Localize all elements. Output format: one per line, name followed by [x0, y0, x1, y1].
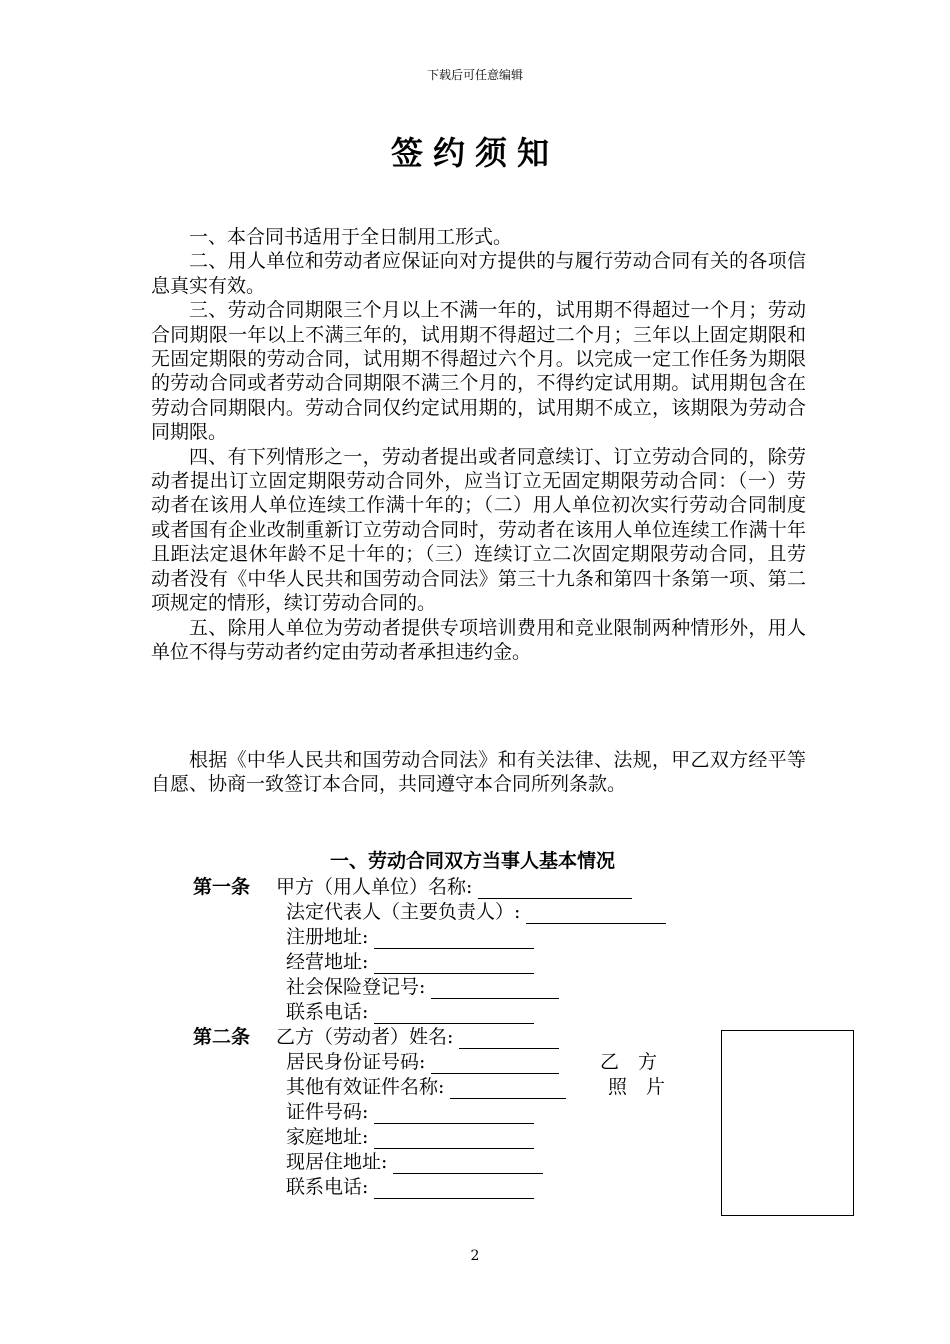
field-label: 甲方（用人单位）名称:: [276, 876, 473, 898]
home-address-field: [286, 1122, 534, 1149]
field-label: 现居住地址:: [286, 1151, 388, 1173]
field-label: 注册地址:: [286, 926, 369, 948]
field-label: 联系电话:: [286, 1176, 369, 1198]
employer-phone-blank[interactable]: [374, 1003, 534, 1024]
legal-representative-blank[interactable]: [526, 903, 666, 924]
field-label: 社会保险登记号:: [286, 976, 426, 998]
field-label: 法定代表人（主要负责人）:: [286, 901, 521, 923]
document-title: 签约须知: [390, 134, 559, 172]
registered-address-field: [286, 922, 534, 949]
photo-box: [721, 1030, 854, 1216]
home-address-blank[interactable]: [374, 1128, 534, 1149]
employee-name-field: [276, 1022, 559, 1049]
other-certificate-name-blank[interactable]: [450, 1078, 566, 1099]
social-insurance-number-field: [286, 972, 559, 999]
signing-notes: [151, 225, 806, 664]
note-item-3: 三、劳动合同期限三个月以上不满一年的，试用期不得超过一个月；劳动合同期限一年以上不满三年的，试用期不得超过二个月；三年以上固定期限和无固定期限的劳动合同，试用期不得超过六个月。以完成一定工作任务为期限的劳动合同或者劳动合同期限不满三个月的，不得约定试用期。试用期包含在劳动合同期限内。劳动合同仅约定试用期的，试用期不成立，该期限为劳动合同期限。: [151, 299, 806, 444]
field-label: 经营地址:: [286, 951, 369, 973]
preface-text: 根据《中华人民共和国劳动合同法》和有关法律、法规，甲乙双方经平等自愿、协商一致签订本合同，共同遵守本合同所列条款。: [151, 749, 806, 796]
business-address-blank[interactable]: [374, 953, 534, 974]
note-item-4: 四、有下列情形之一，劳动者提出或者同意续订、订立劳动合同的，除劳动者提出订立固定期限劳动合同外，应当订立无固定期限劳动合同：（一）劳动者在该用人单位连续工作满十年的；（二）用人单位初次实行劳动合同制度或者国有企业改制重新订立劳动合同时，劳动者在该用人单位连续工作满十年且距法定退休年龄不足十年的；（三）连续订立二次固定期限劳动合同，且劳动者没有《中华人民共和国劳动合同法》第三十九条和第四十条第一项、第二项规定的情形，续订劳动合同的。: [151, 445, 806, 615]
photo-label-line-2: 照 片: [608, 1076, 666, 1098]
employer-name-field: [276, 872, 632, 899]
field-label: 乙方（劳动者）姓名:: [276, 1026, 454, 1048]
employer-name-blank[interactable]: [478, 878, 632, 899]
employee-phone-field: [286, 1172, 534, 1199]
other-certificate-name-field: [286, 1072, 566, 1099]
employee-phone-blank[interactable]: [374, 1178, 534, 1199]
photo-label-line-1: 乙 方: [600, 1051, 658, 1073]
section-title: 一、劳动合同双方当事人基本情况: [330, 850, 616, 872]
certificate-number-field: [286, 1097, 534, 1124]
business-address-field: [286, 947, 534, 974]
field-label: 其他有效证件名称:: [286, 1076, 445, 1098]
registered-address-blank[interactable]: [374, 928, 534, 949]
field-label: 居民身份证号码:: [286, 1051, 426, 1073]
certificate-number-blank[interactable]: [374, 1103, 534, 1124]
employee-name-blank[interactable]: [459, 1028, 559, 1049]
page-header: 下载后可任意编辑: [426, 68, 523, 82]
contract-preface: [151, 748, 806, 797]
note-item-1: 一、本合同书适用于全日制用工形式。: [189, 226, 513, 248]
field-label: 家庭地址:: [286, 1126, 369, 1148]
employer-phone-field: [286, 997, 534, 1024]
id-card-number-blank[interactable]: [431, 1053, 559, 1074]
id-card-number-field: [286, 1047, 559, 1074]
field-label: 证件号码:: [286, 1101, 369, 1123]
current-address-blank[interactable]: [393, 1153, 543, 1174]
social-insurance-number-blank[interactable]: [431, 978, 559, 999]
article-1-label: 第一条: [193, 876, 251, 898]
article-2-label: 第二条: [193, 1026, 251, 1048]
legal-representative-field: [286, 897, 666, 924]
page-number: 2: [470, 1248, 480, 1264]
note-item-2: 二、用人单位和劳动者应保证向对方提供的与履行劳动合同有关的各项信息真实有效。: [151, 250, 806, 297]
field-label: 联系电话:: [286, 1001, 369, 1023]
current-address-field: [286, 1147, 543, 1174]
note-item-5: 五、除用人单位为劳动者提供专项培训费用和竞业限制两种情形外，用人单位不得与劳动者约定由劳动者承担违约金。: [151, 616, 806, 663]
